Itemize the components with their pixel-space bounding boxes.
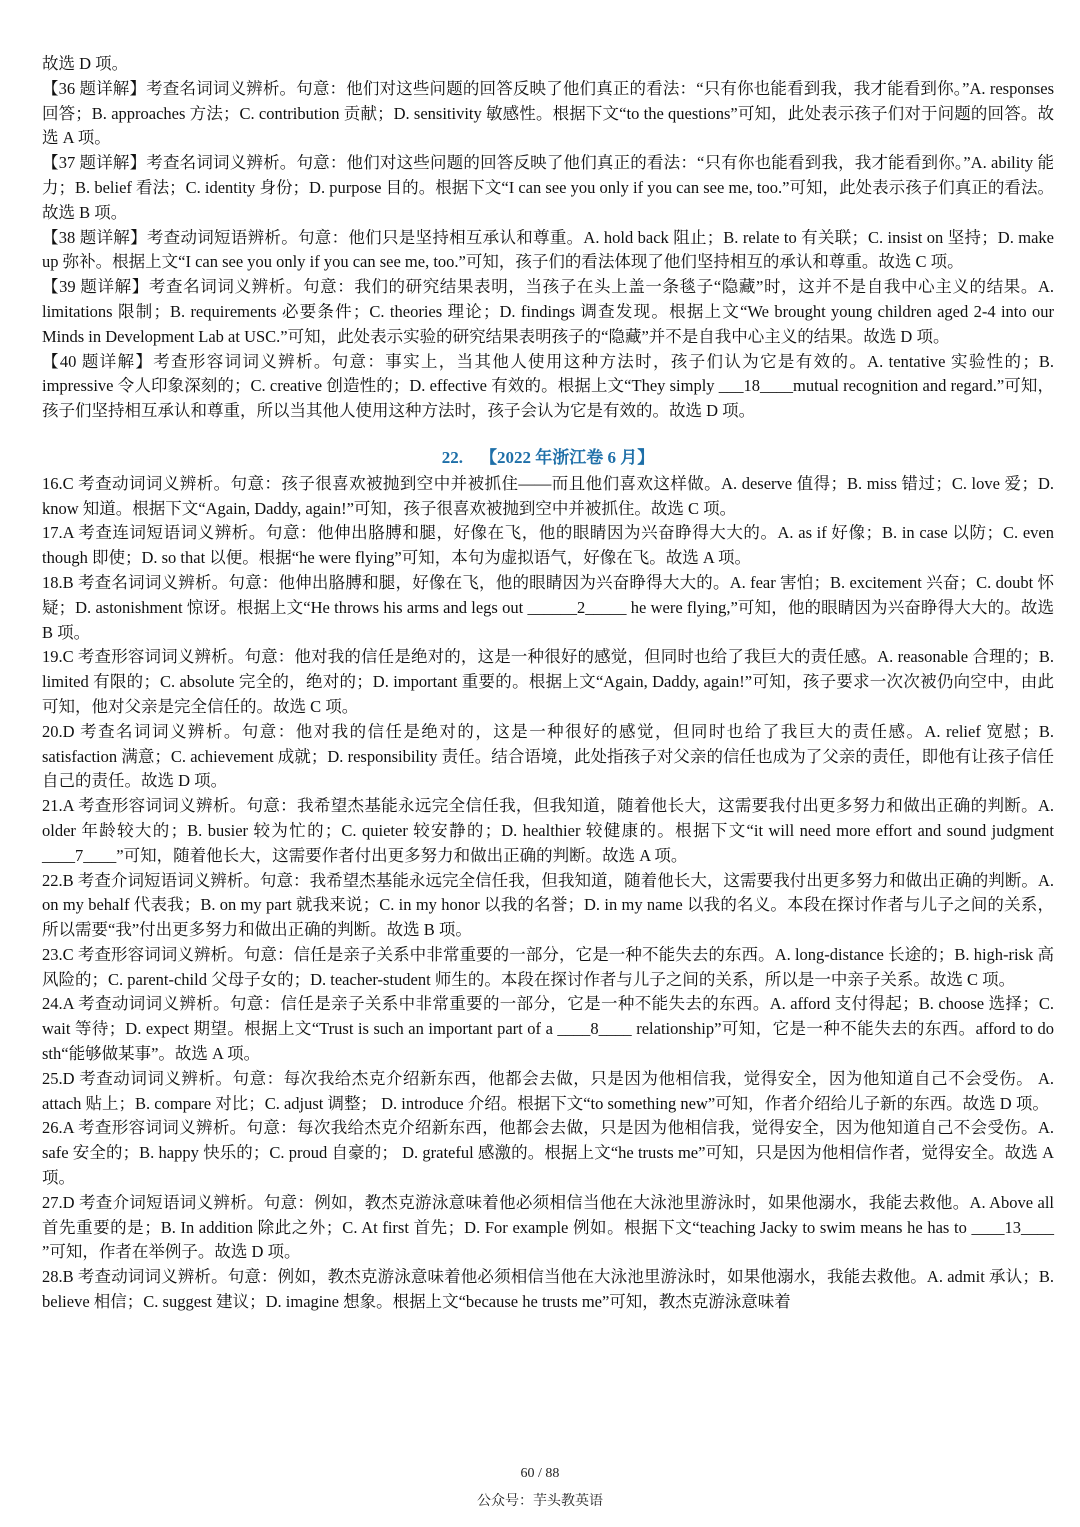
answer-paragraph: 18.B 考查名词词义辨析。句意：他伸出胳膊和腿，好像在飞，他的眼睛因为兴奋睁得大大的。A. fear 害怕；B. excitement 兴奋；C. doubt 怀疑；D. astonishment 惊讶。根据上文“He throws his arms and legs out ______2_____ he were flying,”可知，他的眼睛因为兴奋睁得大大的。故选 B 项。: [42, 572, 1054, 642]
answer-paragraph: 故选 D 项。: [42, 54, 129, 73]
answer-paragraph: 28.B 考查动词词义辨析。句意：例如，教杰克游泳意味着他必须相信当他在大泳池里游泳时，如果他溺水，我能去救他。A. admit 承认；B. believe 相信；C. suggest 建议；D. imagine 想象。根据上文“because he trusts me”可知，教杰克游泳意味着: [42, 1267, 1054, 1312]
answer-paragraph: 【40 题详解】考查形容词词义辨析。句意：事实上，当其他人使用这种方法时，孩子们认为它是有效的。A. tentative 实验性的；B. impressive 令人印象深刻的；C. creative 创造性的；D. effective 有效的。根据上文“They simply ___18____mutual recognition and regard.”可知，孩子们坚持相互承认和尊重，所以当其他人使用这种方法时，孩子会认为它是有效的。故选 D 项。: [42, 351, 1054, 421]
page-number: 60 / 88: [520, 1466, 560, 1481]
answer-paragraph: 27.D 考查介词短语词义辨析。句意：例如，教杰克游泳意味着他必须相信当他在大泳池里游泳时，如果他溺水，我能去救他。A. Above all 首先重要的是；B. In addition 除此之外；C. At first 首先；D. For example 例如。根据下文“teaching Jacky to swim means he has to ____13____ ”可知，作者在举例子。故选 D 项。: [42, 1192, 1054, 1262]
answer-paragraph: 17.A 考查连词短语词义辨析。句意：他伸出胳膊和腿，好像在飞，他的眼睛因为兴奋睁得大大的。A. as if 好像；B. in case 以防；C. even though 即使；D. so that 以便。根据“he were flying”可知，本句为虚拟语气，好像在飞。故选 A 项。: [42, 523, 1054, 568]
answer-paragraph: 【37 题详解】考查名词词义辨析。句意：他们对这些问题的回答反映了他们真正的看法：“只有你也能看到我，我才能看到你。”A. ability 能力；B. belief 看法；C. identity 身份；D. purpose 目的。根据下文“I can see you only if you can see me, too.”可知，此处表示孩子们真正的看法。故选 B 项。: [42, 153, 1054, 222]
answer-paragraph: 【38 题详解】考查动词短语辨析。句意：他们只是坚持相互承认和尊重。A. hold back 阻止；B. relate to 有关联；C. insist on 坚持；D. make up 弥补。根据上文“I can see you only if you can see me, too.”可知，孩子们的看法体现了他们坚持相互的承认和尊重。故选 C 项。: [42, 227, 1054, 272]
answer-paragraph: 23.C 考查形容词词义辨析。句意：信任是亲子关系中非常重要的一部分，它是一种不能失去的东西。A. long-distance 长途的；B. high-risk 高风险的；C. parent-child 父母子女的；D. teacher-student 师生的。本段在探讨作者与儿子之间的关系，所以是一中亲子关系。故选 C 项。: [42, 944, 1054, 989]
answer-paragraph: 26.A 考查形容词词义辨析。句意：每次我给杰克介绍新东西，他都会去做，只是因为他相信我，觉得安全，因为他知道自己不会受伤。A. safe 安全的；B. happy 快乐的；C. proud 自豪的； D. grateful 感激的。根据上文“he trusts me”可知，只是因为他相信作者，觉得安全。故选 A 项。: [42, 1118, 1054, 1188]
answer-paragraph: 25.D 考查动词词义辨析。句意：每次我给杰克介绍新东西，他都会去做，只是因为他相信我，觉得安全，因为他知道自己不会受伤。 A. attach 贴上；B. compare 对比；C. adjust 调整； D. introduce 介绍。根据下文“to something new”可知，作者介绍给儿子新的东西。故选 D 项。: [42, 1068, 1054, 1113]
account-footer: 公众号：芋头教英语: [477, 1494, 603, 1509]
answer-paragraph: 21.A 考查形容词词义辨析。句意：我希望杰基能永远完全信任我，但我知道，随着他长大，这需要我付出更多努力和做出正确的判断。A. older 年龄较大的；B. busier 较为忙的；C. quieter 较安静的；D. healthier 较健康的。根据下文“it will need more effort and sound judgment ____7____”可知，随着他长大，这需要作者付出更多努力和做出正确的判断。故选 A 项。: [42, 796, 1054, 865]
answer-paragraph: 19.C 考查形容词词义辨析。句意：他对我的信任是绝对的，这是一种很好的感觉，但同时也给了我巨大的责任感。A. reasonable 合理的；B. limited 有限的；C. absolute 完全的，绝对的；D. important 重要的。根据上文“Again, Daddy, again!”可知，孩子要求一次次被仍向空中，由此可知，他对父亲是完全信任的。故选 C 项。: [42, 647, 1054, 716]
answer-paragraph: 【36 题详解】考查名词词义辨析。句意：他们对这些问题的回答反映了他们真正的看法：“只有你也能看到我，我才能看到你。”A. responses 回答；B. approaches 方法；C. contribution 贡献；D. sensitivity 敏感性。根据下文“to the questions”可知，此处表示孩子们对于问题的回答。故选 A 项。: [42, 78, 1054, 148]
answer-paragraph: 16.C 考查动词词义辨析。句意：孩子很喜欢被抛到空中并被抓住——而且他们喜欢这样做。A. deserve 值得；B. miss 错过；C. love 爱；D. know 知道。根据下文“Again, Daddy, again!”可知，孩子很喜欢被抛到空中并被抓住。故选 C 项。: [42, 473, 1054, 518]
answer-paragraph: 24.A 考查动词词义辨析。句意：信任是亲子关系中非常重要的一部分，它是一种不能失去的东西。A. afford 支付得起；B. choose 选择；C. wait 等待；D. expect 期望。根据上文“Trust is such an important part of a ____8____ relationship”可知，它是一种不能失去的东西。afford to do sth“能够做某事”。故选 A 项。: [42, 994, 1054, 1064]
answer-paragraph: 22.B 考查介词短语词义辨析。句意：我希望杰基能永远完全信任我，但我知道，随着他长大，这需要我付出更多努力和做出正确的判断。A. on my behalf 代表我；B. on my part 就我来说；C. in my honor 以我的名誉；D. in my name 以我的名义。本段在探讨作者与儿子之间的关系，所以需要“我”付出更多努力和做出正确的判断。故选 B 项。: [42, 870, 1054, 940]
section-number: 22.: [441, 447, 463, 467]
section-heading: [42, 446, 1054, 471]
answer-paragraph: 【39 题详解】考查名词词义辨析。句意：我们的研究结果表明，当孩子在头上盖一条毯子“隐藏”时，这并不是自我中心主义的结果。A. limitations 限制；B. requirements 必要条件；C. theories 理论；D. findings 调查发现。根据上文“We brought young children aged 2-4 into our Minds in Development Lab at USC.”可知，此处表示实验的研究结果表明孩子的“隐藏”并不是自我中心主义的结果。故选 D 项。: [42, 277, 1054, 346]
document-body: [42, 52, 1054, 1315]
answer-paragraph: 20.D 考查名词词义辨析。句意：他对我的信任是绝对的，这是一种很好的感觉，但同时也给了我巨大的责任感。A. relief 宽慰；B. satisfaction 满意；C. achievement 成就；D. responsibility 责任。结合语境，此处指孩子对父亲的信任也成为了父亲的责任，即他有让孩子信任自己的责任。故选 D 项。: [42, 721, 1054, 791]
section-title: 【2022 年浙江卷 6 月】: [480, 447, 655, 467]
